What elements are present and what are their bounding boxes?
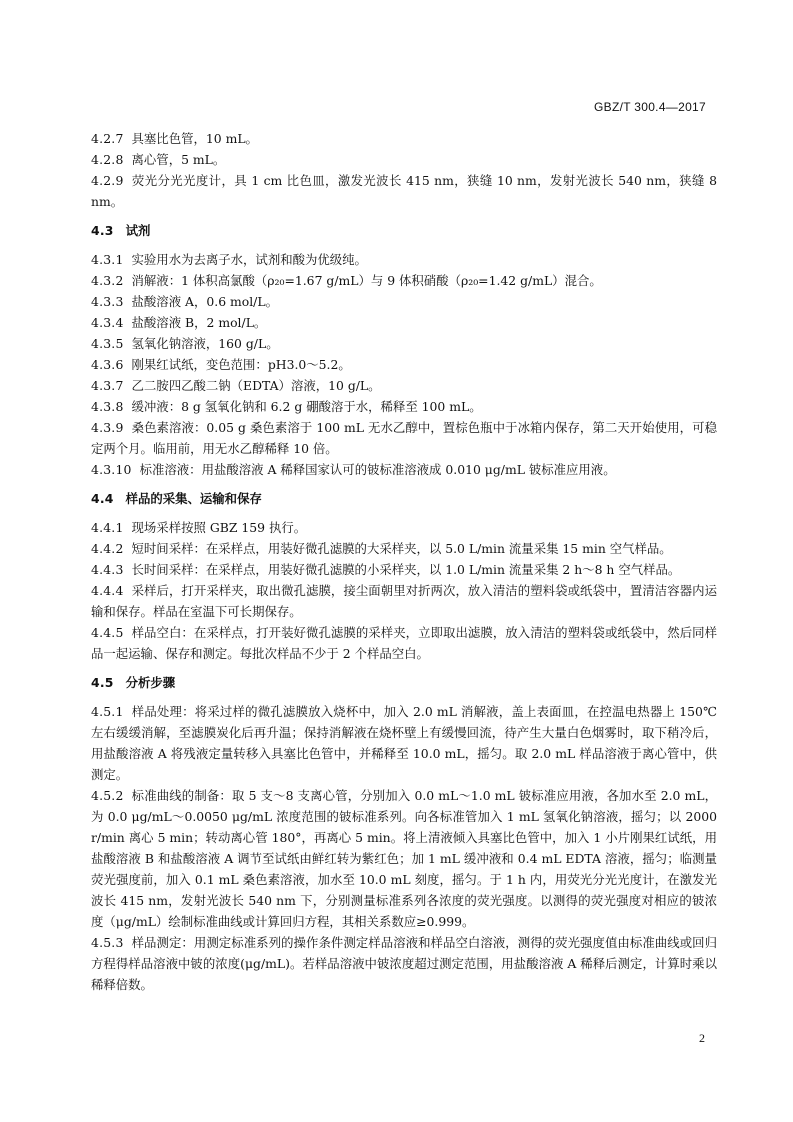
page-number: 2: [699, 1031, 705, 1045]
clause-number: 4.3.3: [91, 294, 124, 309]
clause-number: 4.3: [91, 223, 114, 238]
clause-text: 消解液：1 体积高氯酸（ρ₂₀=1.67 g/mL）与 9 体积硝酸（ρ₂₀=1.42 g/mL）混合。: [131, 273, 602, 288]
clause-number: 4.5: [91, 675, 114, 690]
clause-text: 样品处理：将采过样的微孔滤膜放入烧杯中，加入 2.0 mL 消解液，盖上表面皿，在控温电热器上 150℃左右缓缓消解，至滤膜炭化后再升温；保持消解液在烧杯壁上有缓慢回流，待产生大量白色烟雾时，取下稍冷后，用盐酸溶液 A 将残液定量转移入具塞比色管中，并稀释至 10.0 mL，摇匀。取 2.0 mL 样品溶液于离心管中，供测定。: [91, 704, 717, 782]
standard-code: GBZ/T 300.4—2017: [594, 100, 706, 114]
clause-text: 实验用水为去离子水，试剂和酸为优级纯。: [131, 252, 367, 267]
clause-text: 具塞比色管，10 mL。: [131, 131, 258, 146]
document-body: [91, 128, 717, 995]
clause-paragraph: [91, 517, 717, 538]
section-heading: [91, 220, 717, 241]
clause-paragraph: [91, 459, 717, 480]
clause-number: 4.2.8: [91, 152, 124, 167]
clause-text: 长时间采样：在采样点，用装好微孔滤膜的小采样夹，以 1.0 L/min 流量采集 2 h～8 h 空气样品。: [131, 562, 681, 577]
clause-text: 采样后，打开采样夹，取出微孔滤膜，接尘面朝里对折两次，放入清洁的塑料袋或纸袋中，置清洁容器内运输和保存。样品在室温下可长期保存。: [91, 583, 717, 619]
clause-paragraph: [91, 312, 717, 333]
clause-paragraph: [91, 270, 717, 291]
clause-text: 乙二胺四乙酸二钠（EDTA）溶液，10 g/L。: [131, 378, 381, 393]
clause-number: 4.5.3: [91, 935, 124, 950]
clause-text: 盐酸溶液 A，0.6 mol/L。: [131, 294, 278, 309]
clause-text: 试剂: [125, 223, 151, 238]
clause-number: 4.5.2: [91, 788, 124, 803]
clause-paragraph: [91, 538, 717, 559]
clause-number: 4.3.5: [91, 336, 124, 351]
clause-paragraph: [91, 333, 717, 354]
section-heading: [91, 488, 717, 509]
clause-paragraph: [91, 291, 717, 312]
clause-text: 样品的采集、运输和保存: [125, 491, 262, 506]
clause-text: 刚果红试纸，变色范围：pH3.0～5.2。: [131, 357, 351, 372]
clause-text: 盐酸溶液 B，2 mol/L。: [131, 315, 267, 330]
clause-text: 氢氧化钠溶液，160 g/L。: [131, 336, 279, 351]
clause-number: 4.3.7: [91, 378, 124, 393]
clause-text: 样品测定：用测定标准系列的操作条件测定样品溶液和样品空白溶液，测得的荧光强度值由标准曲线或回归方程得样品溶液中铍的浓度(μg/mL)。若样品溶液中铍浓度超过测定范围，用盐酸溶液 A 稀释后测定，计算时乘以稀释倍数。: [91, 935, 717, 992]
clause-text: 标准溶液：用盐酸溶液 A 稀释国家认可的铍标准溶液成 0.010 μg/mL 铍标准应用液。: [139, 462, 616, 477]
clause-text: 样品空白：在采样点，打开装好微孔滤膜的采样夹，立即取出滤膜，放入清洁的塑料袋或纸袋中，然后同样品一起运输、保存和测定。每批次样品不少于 2 个样品空白。: [91, 625, 717, 661]
clause-text: 荧光分光光度计，具 1 cm 比色皿，激发光波长 415 nm，狭缝 10 nm，发射光波长 540 nm，狭缝 8 nm。: [91, 173, 717, 209]
clause-text: 标准曲线的制备：取 5 支～8 支离心管，分别加入 0.0 mL～1.0 mL 铍标准应用液，各加水至 2.0 mL，为 0.0 μg/mL～0.0050 μg/mL 浓度范围的铍标准系列。向各标准管加入 1 mL 氢氧化钠溶液，摇匀；以 2000 r/min 离心 5 min；转动离心管 180°，再离心 5 min。将上清液倾入具塞比色管中，加入 1 小片刚果红试纸，用盐酸溶液 B 和盐酸溶液 A 调节至试纸由鲜红转为紫红色；加 1 mL 缓冲液和 0.4 mL EDTA 溶液，摇匀；临测量荧光强度前，加入 0.1 mL 桑色素溶液，加水至 10.0 mL 刻度，摇匀。于 1 h 内，用荧光分光光度计，在激发光波长 415 nm，发射光波长 540 nm 下，分别测量标准系列各浓度的荧光强度。以测得的荧光强度对相应的铍浓度（μg/mL）绘制标准曲线或计算回归方程，其相关系数应≥0.999。: [91, 788, 717, 929]
clause-number: 4.3.8: [91, 399, 124, 414]
clause-paragraph: [91, 785, 717, 932]
clause-paragraph: [91, 417, 717, 459]
clause-text: 桑色素溶液：0.05 g 桑色素溶于 100 mL 无水乙醇中，置棕色瓶中于冰箱内保存，第二天开始使用，可稳定两个月。临用前，用无水乙醇稀释 10 倍。: [91, 420, 717, 456]
clause-number: 4.4: [91, 491, 114, 506]
clause-number: 4.4.2: [91, 541, 124, 556]
clause-paragraph: [91, 932, 717, 995]
section-heading: [91, 672, 717, 693]
clause-number: 4.3.6: [91, 357, 124, 372]
clause-paragraph: [91, 396, 717, 417]
clause-text: 离心管，5 mL。: [131, 152, 226, 167]
clause-text: 短时间采样：在采样点，用装好微孔滤膜的大采样夹，以 5.0 L/min 流量采集 15 min 空气样品。: [131, 541, 672, 556]
clause-number: 4.3.10: [91, 462, 132, 477]
clause-number: 4.4.4: [91, 583, 124, 598]
clause-number: 4.5.1: [91, 704, 124, 719]
clause-paragraph: [91, 580, 717, 622]
clause-number: 4.4.3: [91, 562, 124, 577]
clause-paragraph: [91, 622, 717, 664]
clause-number: 4.3.2: [91, 273, 124, 288]
clause-number: 4.3.1: [91, 252, 124, 267]
clause-number: 4.4.5: [91, 625, 124, 640]
clause-paragraph: [91, 149, 717, 170]
clause-paragraph: [91, 354, 717, 375]
clause-text: 分析步骤: [125, 675, 176, 690]
clause-paragraph: [91, 701, 717, 785]
clause-paragraph: [91, 128, 717, 149]
clause-paragraph: [91, 375, 717, 396]
clause-number: 4.4.1: [91, 520, 124, 535]
clause-paragraph: [91, 249, 717, 270]
clause-text: 现场采样按照 GBZ 159 执行。: [131, 520, 307, 535]
clause-paragraph: [91, 170, 717, 212]
clause-number: 4.2.7: [91, 131, 124, 146]
clause-number: 4.3.4: [91, 315, 124, 330]
clause-number: 4.2.9: [91, 173, 124, 188]
clause-paragraph: [91, 559, 717, 580]
clause-number: 4.3.9: [91, 420, 124, 435]
clause-text: 缓冲液：8 g 氢氧化钠和 6.2 g 硼酸溶于水，稀释至 100 mL。: [131, 399, 482, 414]
